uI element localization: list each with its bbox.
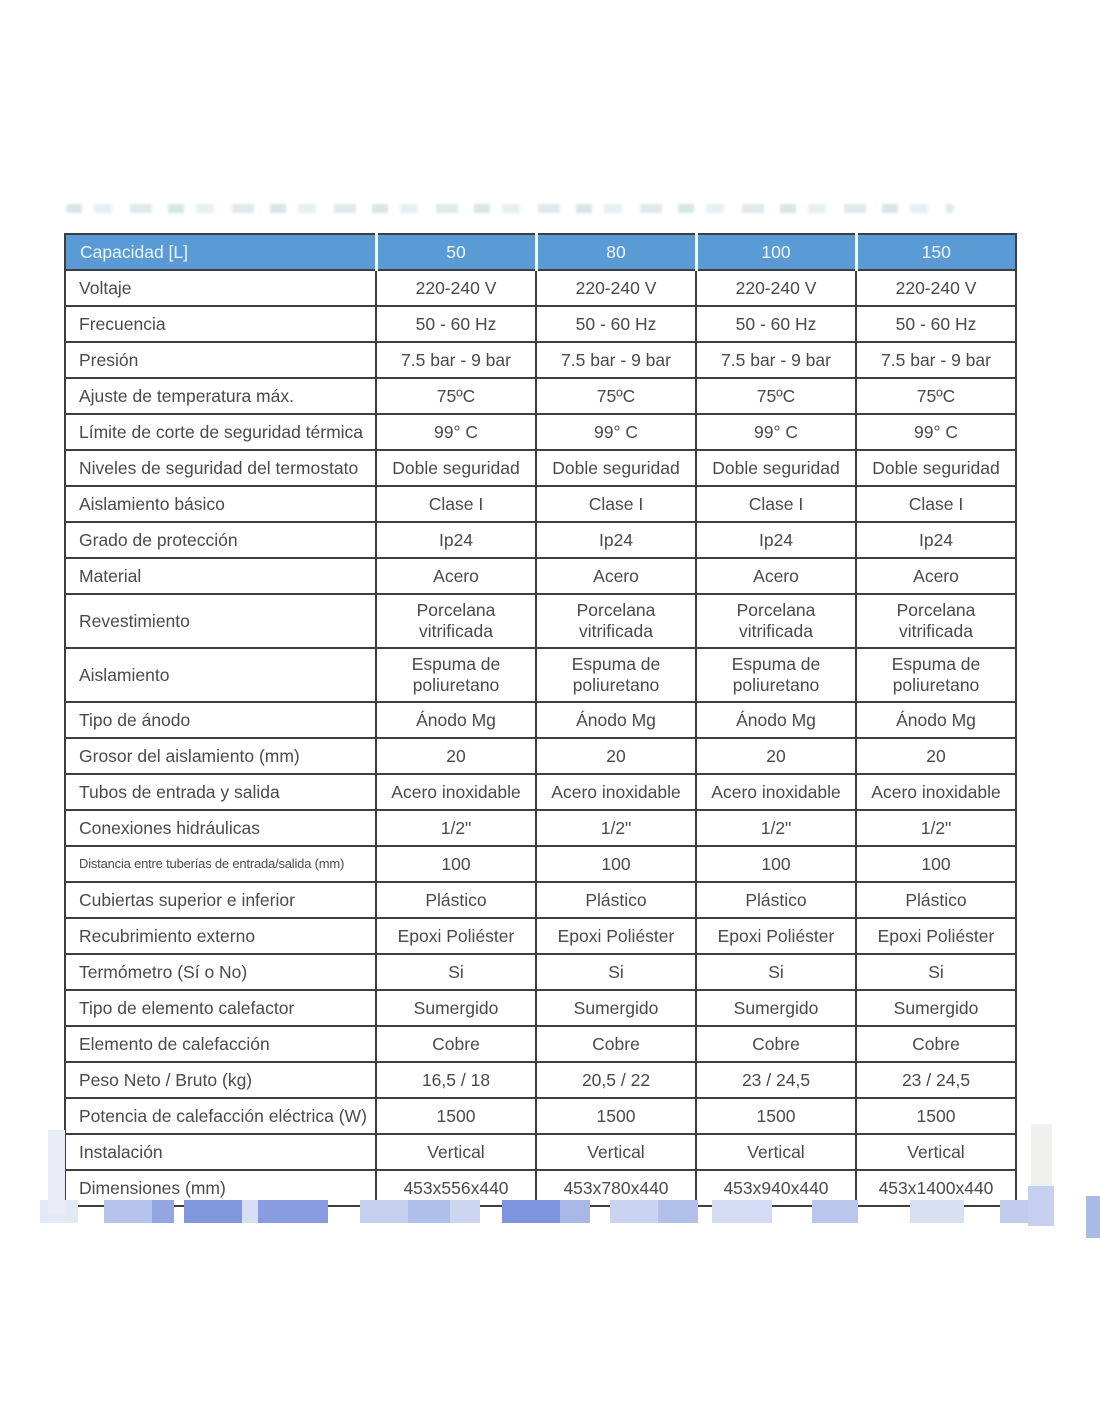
table-row bbox=[65, 990, 1016, 1026]
row-value-50: Cobre bbox=[376, 1026, 536, 1062]
table-row bbox=[65, 594, 1016, 648]
row-value-100: Clase I bbox=[696, 486, 856, 522]
row-value-150: Ip24 bbox=[856, 522, 1016, 558]
row-value-50: Clase I bbox=[376, 486, 536, 522]
row-label: Termómetro (Sí o No) bbox=[65, 954, 376, 990]
row-label: Elemento de calefacción bbox=[65, 1026, 376, 1062]
table-row bbox=[65, 774, 1016, 810]
row-value-50: Vertical bbox=[376, 1134, 536, 1170]
row-value-150: Si bbox=[856, 954, 1016, 990]
row-value-100: Sumergido bbox=[696, 990, 856, 1026]
row-value-80: 220-240 V bbox=[536, 270, 696, 306]
row-value-100: 453x940x440 bbox=[696, 1170, 856, 1206]
watermark-strip-block bbox=[712, 1200, 772, 1223]
table-row bbox=[65, 306, 1016, 342]
row-value-80: 20 bbox=[536, 738, 696, 774]
row-label: Presión bbox=[65, 342, 376, 378]
row-value-100: 75ºC bbox=[696, 378, 856, 414]
table-row bbox=[65, 1098, 1016, 1134]
spec-table-container bbox=[64, 233, 1015, 1207]
table-row bbox=[65, 486, 1016, 522]
watermark-strip-block bbox=[610, 1200, 658, 1223]
row-value-50: Si bbox=[376, 954, 536, 990]
row-value-80: Ip24 bbox=[536, 522, 696, 558]
row-value-50: 99° C bbox=[376, 414, 536, 450]
row-value-80: Plástico bbox=[536, 882, 696, 918]
row-value-50: 16,5 / 18 bbox=[376, 1062, 536, 1098]
row-label: Tubos de entrada y salida bbox=[65, 774, 376, 810]
row-label: Grado de protección bbox=[65, 522, 376, 558]
watermark-strip-block bbox=[408, 1200, 450, 1223]
table-row bbox=[65, 414, 1016, 450]
row-value-100: Espuma de poliuretano bbox=[696, 648, 856, 702]
watermark-strip-block bbox=[152, 1200, 174, 1223]
watermark-left-strip bbox=[48, 1130, 65, 1214]
row-value-150: Espuma de poliuretano bbox=[856, 648, 1016, 702]
table-row bbox=[65, 558, 1016, 594]
watermark-strip-block bbox=[360, 1200, 408, 1223]
row-value-50: Ánodo Mg bbox=[376, 702, 536, 738]
row-value-100: Plástico bbox=[696, 882, 856, 918]
row-value-100: 20 bbox=[696, 738, 856, 774]
row-value-150: 1500 bbox=[856, 1098, 1016, 1134]
row-value-150: Cobre bbox=[856, 1026, 1016, 1062]
row-value-150: Acero inoxidable bbox=[856, 774, 1016, 810]
row-value-150: Doble seguridad bbox=[856, 450, 1016, 486]
row-value-80: Doble seguridad bbox=[536, 450, 696, 486]
spec-table-header bbox=[65, 234, 1016, 270]
row-value-150: Clase I bbox=[856, 486, 1016, 522]
header-col-50: 50 bbox=[376, 234, 536, 270]
row-value-150: Plástico bbox=[856, 882, 1016, 918]
table-row bbox=[65, 954, 1016, 990]
row-value-100: Si bbox=[696, 954, 856, 990]
row-value-100: Ip24 bbox=[696, 522, 856, 558]
row-value-100: Cobre bbox=[696, 1026, 856, 1062]
row-value-50: 1500 bbox=[376, 1098, 536, 1134]
row-value-50: Acero bbox=[376, 558, 536, 594]
header-col-150: 150 bbox=[856, 234, 1016, 270]
row-value-50: 1/2" bbox=[376, 810, 536, 846]
row-value-80: Si bbox=[536, 954, 696, 990]
row-value-100: Doble seguridad bbox=[696, 450, 856, 486]
row-value-150: Vertical bbox=[856, 1134, 1016, 1170]
watermark-strip-block bbox=[258, 1200, 328, 1223]
row-value-150: 20 bbox=[856, 738, 1016, 774]
watermark-strip-block bbox=[812, 1200, 858, 1223]
row-value-150: Sumergido bbox=[856, 990, 1016, 1026]
row-value-50: Doble seguridad bbox=[376, 450, 536, 486]
row-label: Voltaje bbox=[65, 270, 376, 306]
row-value-100: 220-240 V bbox=[696, 270, 856, 306]
row-value-100: 99° C bbox=[696, 414, 856, 450]
row-value-100: Acero inoxidable bbox=[696, 774, 856, 810]
row-value-150: 1/2" bbox=[856, 810, 1016, 846]
row-value-150: Acero bbox=[856, 558, 1016, 594]
table-row bbox=[65, 1062, 1016, 1098]
watermark-right-strip bbox=[1031, 1124, 1052, 1186]
watermark-strip-block bbox=[450, 1200, 480, 1223]
row-value-100: Porcelana vitrificada bbox=[696, 594, 856, 648]
row-value-100: Acero bbox=[696, 558, 856, 594]
row-label: Material bbox=[65, 558, 376, 594]
row-value-50: 20 bbox=[376, 738, 536, 774]
header-col-80: 80 bbox=[536, 234, 696, 270]
row-value-100: Vertical bbox=[696, 1134, 856, 1170]
table-row bbox=[65, 882, 1016, 918]
row-value-50: 75ºC bbox=[376, 378, 536, 414]
row-value-80: Cobre bbox=[536, 1026, 696, 1062]
watermark-strip-block bbox=[104, 1200, 152, 1223]
row-value-100: 23 / 24,5 bbox=[696, 1062, 856, 1098]
row-label: Dimensiones (mm) bbox=[65, 1170, 376, 1206]
row-label: Grosor del aislamiento (mm) bbox=[65, 738, 376, 774]
row-value-50: 50 - 60 Hz bbox=[376, 306, 536, 342]
row-value-80: Acero inoxidable bbox=[536, 774, 696, 810]
row-value-50: 7.5 bar - 9 bar bbox=[376, 342, 536, 378]
row-value-50: 453x556x440 bbox=[376, 1170, 536, 1206]
row-value-100: Epoxi Poliéster bbox=[696, 918, 856, 954]
row-value-100: 100 bbox=[696, 846, 856, 882]
row-value-50: Espuma de poliuretano bbox=[376, 648, 536, 702]
row-label: Potencia de calefacción eléctrica (W) bbox=[65, 1098, 376, 1134]
row-value-80: Porcelana vitrificada bbox=[536, 594, 696, 648]
table-row bbox=[65, 810, 1016, 846]
faded-title-remnant bbox=[66, 204, 954, 213]
watermark-right-block bbox=[1028, 1186, 1054, 1226]
row-label: Recubrimiento externo bbox=[65, 918, 376, 954]
table-row bbox=[65, 522, 1016, 558]
row-value-80: 453x780x440 bbox=[536, 1170, 696, 1206]
row-value-150: 220-240 V bbox=[856, 270, 1016, 306]
table-row bbox=[65, 378, 1016, 414]
watermark-strip-block bbox=[560, 1200, 590, 1223]
row-value-80: Epoxi Poliéster bbox=[536, 918, 696, 954]
row-value-80: Sumergido bbox=[536, 990, 696, 1026]
row-label: Aislamiento básico bbox=[65, 486, 376, 522]
row-label: Aislamiento bbox=[65, 648, 376, 702]
watermark-strip-block bbox=[502, 1200, 560, 1223]
row-value-50: Epoxi Poliéster bbox=[376, 918, 536, 954]
row-label: Tipo de ánodo bbox=[65, 702, 376, 738]
watermark-strip-block bbox=[658, 1200, 698, 1223]
spec-table-body bbox=[65, 270, 1016, 1206]
row-value-150: Porcelana vitrificada bbox=[856, 594, 1016, 648]
row-value-80: 50 - 60 Hz bbox=[536, 306, 696, 342]
row-value-150: Ánodo Mg bbox=[856, 702, 1016, 738]
row-value-150: 50 - 60 Hz bbox=[856, 306, 1016, 342]
row-value-80: 7.5 bar - 9 bar bbox=[536, 342, 696, 378]
row-value-50: Plástico bbox=[376, 882, 536, 918]
row-value-100: 1/2" bbox=[696, 810, 856, 846]
row-value-80: Clase I bbox=[536, 486, 696, 522]
row-value-80: Ánodo Mg bbox=[536, 702, 696, 738]
table-row bbox=[65, 1026, 1016, 1062]
table-row bbox=[65, 342, 1016, 378]
table-row bbox=[65, 738, 1016, 774]
row-value-50: Porcelana vitrificada bbox=[376, 594, 536, 648]
table-row bbox=[65, 846, 1016, 882]
row-value-80: 100 bbox=[536, 846, 696, 882]
row-value-150: 23 / 24,5 bbox=[856, 1062, 1016, 1098]
table-row bbox=[65, 450, 1016, 486]
watermark-strip-block bbox=[910, 1200, 964, 1223]
row-value-80: 1500 bbox=[536, 1098, 696, 1134]
row-label: Cubiertas superior e inferior bbox=[65, 882, 376, 918]
row-label: Peso Neto / Bruto (kg) bbox=[65, 1062, 376, 1098]
row-value-150: Epoxi Poliéster bbox=[856, 918, 1016, 954]
watermark-strip-block bbox=[184, 1200, 242, 1223]
row-value-80: 1/2" bbox=[536, 810, 696, 846]
row-value-50: 220-240 V bbox=[376, 270, 536, 306]
row-value-80: 20,5 / 22 bbox=[536, 1062, 696, 1098]
row-label: Ajuste de temperatura máx. bbox=[65, 378, 376, 414]
row-value-150: 100 bbox=[856, 846, 1016, 882]
row-value-150: 99° C bbox=[856, 414, 1016, 450]
table-row bbox=[65, 918, 1016, 954]
header-col-100: 100 bbox=[696, 234, 856, 270]
row-label: Frecuencia bbox=[65, 306, 376, 342]
header-row bbox=[65, 234, 1016, 270]
row-value-100: Ánodo Mg bbox=[696, 702, 856, 738]
table-row bbox=[65, 270, 1016, 306]
row-value-80: 99° C bbox=[536, 414, 696, 450]
row-label: Conexiones hidráulicas bbox=[65, 810, 376, 846]
row-label: Instalación bbox=[65, 1134, 376, 1170]
table-row bbox=[65, 702, 1016, 738]
row-value-80: Espuma de poliuretano bbox=[536, 648, 696, 702]
header-capacity-label: Capacidad [L] bbox=[65, 234, 376, 270]
spec-table bbox=[64, 233, 1017, 1207]
row-value-50: Ip24 bbox=[376, 522, 536, 558]
row-label: Niveles de seguridad del termostato bbox=[65, 450, 376, 486]
row-label: Límite de corte de seguridad térmica bbox=[65, 414, 376, 450]
row-value-80: 75ºC bbox=[536, 378, 696, 414]
row-value-150: 453x1400x440 bbox=[856, 1170, 1016, 1206]
row-value-100: 7.5 bar - 9 bar bbox=[696, 342, 856, 378]
row-value-50: Acero inoxidable bbox=[376, 774, 536, 810]
row-value-150: 75ºC bbox=[856, 378, 1016, 414]
row-value-100: 50 - 60 Hz bbox=[696, 306, 856, 342]
watermark-strip-block bbox=[242, 1200, 258, 1223]
row-value-150: 7.5 bar - 9 bar bbox=[856, 342, 1016, 378]
watermark-strip bbox=[40, 1200, 1040, 1223]
row-label: Revestimiento bbox=[65, 594, 376, 648]
row-value-80: Acero bbox=[536, 558, 696, 594]
row-label: Tipo de elemento calefactor bbox=[65, 990, 376, 1026]
table-row bbox=[65, 648, 1016, 702]
watermark-far-right-block bbox=[1086, 1196, 1100, 1238]
row-value-80: Vertical bbox=[536, 1134, 696, 1170]
row-value-100: 1500 bbox=[696, 1098, 856, 1134]
row-label: Distancia entre tuberías de entrada/salida (mm) bbox=[65, 846, 376, 882]
row-value-50: 100 bbox=[376, 846, 536, 882]
row-value-50: Sumergido bbox=[376, 990, 536, 1026]
table-row bbox=[65, 1134, 1016, 1170]
